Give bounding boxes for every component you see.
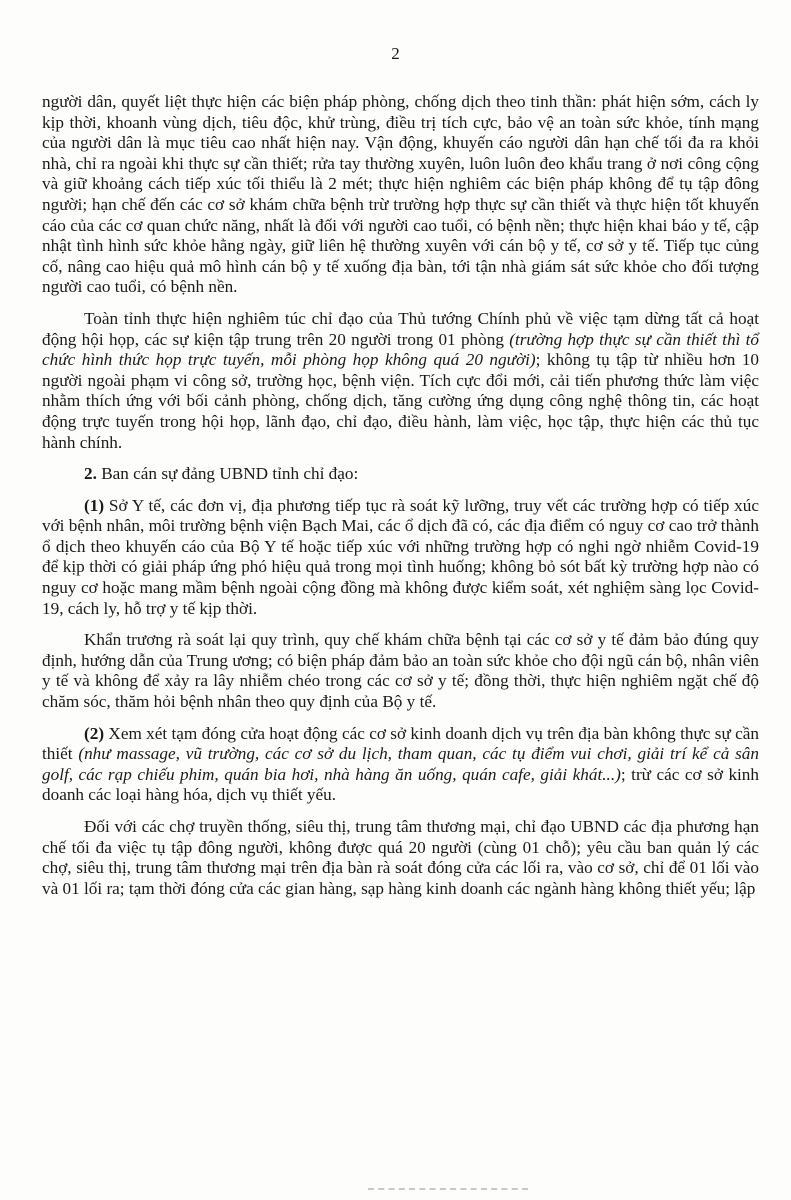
paragraph-7: Đối với các chợ truyền thống, siêu thị, trung tâm thương mại, chỉ đạo UBND các địa phương hạn chế tối đa việc tụ tập đông người, không được quá 20 người (cùng 01 chỗ); yêu cầu ban quản lý các chợ, siêu thị, trung tâm thương mại trên địa bàn rà soát đóng cửa các lối ra, vào cơ sở, chỉ để 01 lối vào và 01 lối ra; tạm thời đóng cửa các gian hàng, sạp hàng kinh doanh các ngành hàng không thiết yếu; lập <box>42 817 759 898</box>
item-2-text-b: ; trừ các cơ sở kinh doanh các loại hàng hóa, dịch vụ thiết yếu. <box>42 764 759 805</box>
paragraph-5: Khẩn trương rà soát lại quy trình, quy chế khám chữa bệnh tại các cơ sở y tế đảm bảo đúng quy định, hướng dẫn của Trung ương; có biện pháp đảm bảo an toàn sức khỏe cho đội ngũ cán bộ, nhân viên y tế và không để xảy ra lây nhiễm chéo trong các cơ sở y tế; đồng thời, thực hiện nghiêm ngặt chế độ chăm sóc, thăm hỏi bệnh nhân theo quy định của Bộ y tế. <box>42 630 759 712</box>
paragraph-2-text-b: ; không tụ tập từ nhiều hơn 10 người ngoài phạm vi công sở, trường học, bệnh viện. Tích cực đổi mới, cải tiến phương thức làm việc nhằm thích ứng với bối cảnh phòng, chống dịch, tăng cường ứng dụng công nghệ thông tin, các hoạt động trực tuyến trong hội họp, lãnh đạo, chỉ đạo, điều hành, làm việc, học tập, thực hiện các thủ tục hành chính. <box>42 350 760 452</box>
item-2-text-a: Xem xét tạm đóng cửa hoạt động các cơ sở kinh doanh dịch vụ trên địa bàn không thực sự cần thiết <box>42 723 759 764</box>
section-2-number: 2. <box>84 464 97 484</box>
document-body <box>42 92 759 910</box>
item-1-text: Sở Y tế, các đơn vị, địa phương tiếp tục rà soát kỹ lưỡng, truy vết các trường hợp có tiếp xúc với bệnh nhân, môi trường bệnh viện Bạch Mai, các ổ dịch đã có, các địa điểm có nguy cơ cao trở thành ổ dịch theo khuyến cáo của Bộ Y tế hoặc tiếp xúc với những trường hợp có nghi ngờ nhiễm Covid-19 để kịp thời có giải pháp ứng phó hiệu quả trong mọi tình huống; không bỏ sót bất kỳ trường hợp nào có nguy cơ hoặc mang mầm bệnh ngoài cộng đồng mà không được kiểm soát, xét nghiệm sàng lọc Covid-19, cách ly, hỗ trợ y tế kịp thời. <box>42 495 759 618</box>
section-2-title: Ban cán sự đảng UBND tỉnh chỉ đạo: <box>96 464 359 484</box>
item-1-number: (1) <box>84 495 105 515</box>
item-2-italic: (như massage, vũ trường, các cơ sở du lịch, tham quan, các tụ điểm vui chơi, giải trí kể cả sân golf, các rạp chiếu phim, quán bia hơi, nhà hàng ăn uống, quán cafe, giải khát...) <box>42 744 759 784</box>
paragraph-1: người dân, quyết liệt thực hiện các biện pháp phòng, chống dịch theo tinh thần: phát hiện sớm, cách ly kịp thời, khoanh vùng dịch, tiêu độc, khử trùng, điều trị tích cực, bảo vệ an toàn sức khỏe, tính mạng của người dân là mục tiêu cao nhất hiện nay. Vận động, khuyến cáo người dân hạn chế tối đa ra khỏi nhà, chỉ ra ngoài khi thực sự cần thiết; rửa tay thường xuyên, luôn luôn đeo khẩu trang ở nơi công cộng và giữ khoảng cách tiếp xúc tối thiểu là 2 mét; thực hiện nghiêm các biện pháp không để tụ tập đông người; hạn chế đến các cơ sở khám chữa bệnh trừ trường hợp thực sự cần thiết và thực hiện tốt khuyến cáo của các cơ quan chức năng, nhất là đối với người cao tuổi, có bệnh nền; thực hiện khai báo y tế, cập nhật tình hình sức khỏe hằng ngày, giữ liên hệ thường xuyên với cán bộ y tế, cơ sở y tế. Tiếp tục củng cố, nâng cao hiệu quả mô hình cán bộ y tế xuống địa bàn, tới tận nhà giám sát sức khỏe cho đối tượng người cao tuổi, có bệnh nền. <box>42 92 759 297</box>
page-number: 2 <box>391 44 400 63</box>
item-2-number: (2) <box>84 723 105 743</box>
footer-scan-mark <box>368 1188 528 1196</box>
paragraph-2-italic: (trường hợp thực sự cần thiết thì tổ chức hình thức họp trực tuyến, mỗi phòng họp không quá 20 người) <box>42 329 759 370</box>
paragraph-2 <box>42 309 759 453</box>
item-2 <box>42 724 759 806</box>
item-1 <box>42 496 759 620</box>
paragraph-2-text-a: Toàn tỉnh thực hiện nghiêm túc chỉ đạo của Thủ tướng Chính phủ về việc tạm dừng tất cả hoạt động hội họp, các sự kiện tập trung trên 20 người trong 01 phòng <box>42 308 759 349</box>
section-2-heading <box>42 464 759 485</box>
